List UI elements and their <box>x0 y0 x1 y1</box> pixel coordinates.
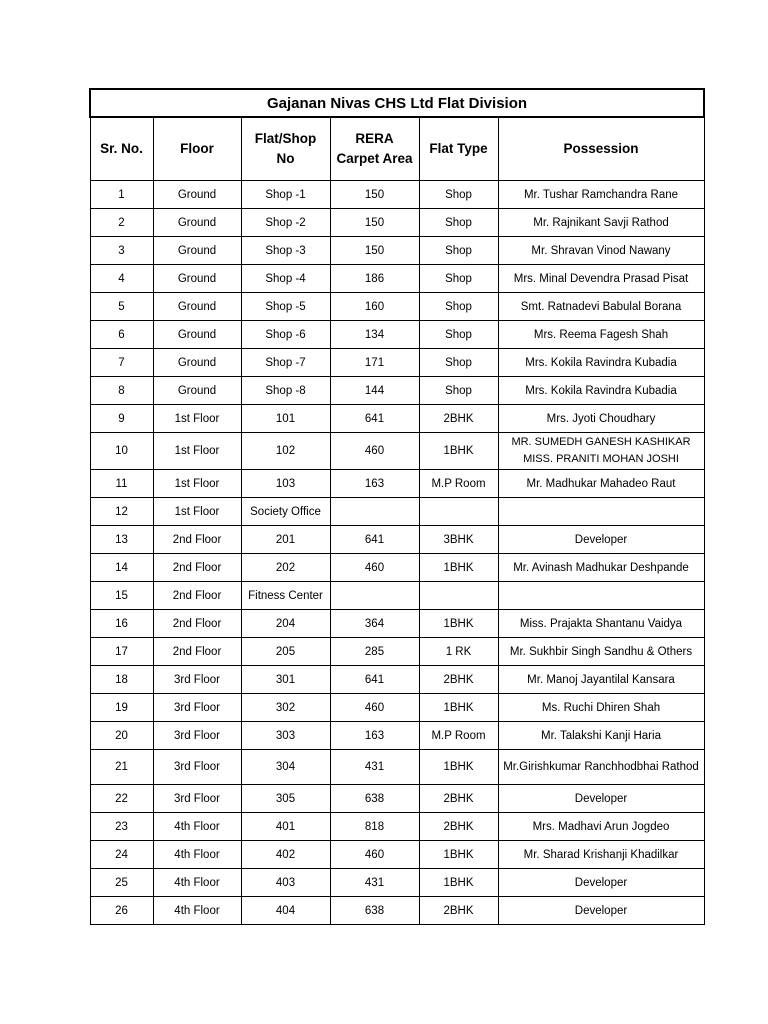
cell-rera-carpet-area: 641 <box>330 405 419 433</box>
cell-flat-shop-no: 205 <box>241 638 330 666</box>
cell-floor: Ground <box>153 209 241 237</box>
table-body <box>90 181 704 925</box>
cell-floor: 3rd Floor <box>153 785 241 813</box>
table-row <box>90 785 704 813</box>
cell-floor: Ground <box>153 265 241 293</box>
cell-possession: Mr. Rajnikant Savji Rathod <box>498 209 704 237</box>
cell-flat-type: 1BHK <box>419 750 498 785</box>
cell-rera-carpet-area: 144 <box>330 377 419 405</box>
cell-sr-no: 15 <box>90 582 153 610</box>
cell-flat-shop-no: 202 <box>241 554 330 582</box>
cell-possession: Mrs. Reema Fagesh Shah <box>498 321 704 349</box>
cell-sr-no: 16 <box>90 610 153 638</box>
table-row <box>90 181 704 209</box>
cell-flat-type: 2BHK <box>419 785 498 813</box>
cell-rera-carpet-area: 641 <box>330 666 419 694</box>
cell-flat-shop-no: 401 <box>241 813 330 841</box>
table-row <box>90 349 704 377</box>
table-row <box>90 813 704 841</box>
table-title: Gajanan Nivas CHS Ltd Flat Division <box>90 89 704 117</box>
cell-rera-carpet-area: 150 <box>330 209 419 237</box>
cell-floor: 2nd Floor <box>153 582 241 610</box>
cell-flat-shop-no: 403 <box>241 869 330 897</box>
cell-rera-carpet-area: 160 <box>330 293 419 321</box>
cell-rera-carpet-area <box>330 582 419 610</box>
cell-rera-carpet-area: 134 <box>330 321 419 349</box>
table-row <box>90 750 704 785</box>
cell-possession: Miss. Prajakta Shantanu Vaidya <box>498 610 704 638</box>
cell-possession: Developer <box>498 897 704 925</box>
cell-flat-shop-no: Shop -8 <box>241 377 330 405</box>
header-floor: Floor <box>153 117 241 181</box>
cell-rera-carpet-area: 163 <box>330 470 419 498</box>
cell-flat-type: 1BHK <box>419 841 498 869</box>
cell-rera-carpet-area <box>330 498 419 526</box>
cell-floor: Ground <box>153 377 241 405</box>
cell-floor: 4th Floor <box>153 841 241 869</box>
cell-flat-shop-no: Shop -3 <box>241 237 330 265</box>
cell-flat-shop-no: 303 <box>241 722 330 750</box>
cell-sr-no: 22 <box>90 785 153 813</box>
cell-sr-no: 21 <box>90 750 153 785</box>
cell-sr-no: 26 <box>90 897 153 925</box>
cell-sr-no: 11 <box>90 470 153 498</box>
cell-floor: 4th Floor <box>153 813 241 841</box>
cell-possession: Developer <box>498 869 704 897</box>
cell-floor: 1st Floor <box>153 498 241 526</box>
cell-sr-no: 1 <box>90 181 153 209</box>
cell-rera-carpet-area: 460 <box>330 554 419 582</box>
cell-flat-type: 3BHK <box>419 526 498 554</box>
table-row <box>90 209 704 237</box>
cell-flat-shop-no: Society Office <box>241 498 330 526</box>
cell-sr-no: 14 <box>90 554 153 582</box>
cell-possession: Smt. Ratnadevi Babulal Borana <box>498 293 704 321</box>
table-row <box>90 526 704 554</box>
cell-flat-type: M.P Room <box>419 470 498 498</box>
table-row <box>90 293 704 321</box>
table-row <box>90 433 704 470</box>
flat-division-sheet <box>89 88 703 925</box>
cell-rera-carpet-area: 150 <box>330 181 419 209</box>
cell-flat-shop-no: 103 <box>241 470 330 498</box>
cell-rera-carpet-area: 150 <box>330 237 419 265</box>
cell-flat-shop-no: 404 <box>241 897 330 925</box>
cell-floor: Ground <box>153 293 241 321</box>
cell-sr-no: 5 <box>90 293 153 321</box>
cell-flat-type: Shop <box>419 321 498 349</box>
cell-floor: 2nd Floor <box>153 526 241 554</box>
cell-rera-carpet-area: 641 <box>330 526 419 554</box>
cell-flat-type: 1BHK <box>419 610 498 638</box>
cell-sr-no: 24 <box>90 841 153 869</box>
cell-flat-shop-no: Shop -6 <box>241 321 330 349</box>
cell-sr-no: 25 <box>90 869 153 897</box>
cell-floor: 1st Floor <box>153 405 241 433</box>
cell-flat-type: 1 RK <box>419 638 498 666</box>
cell-possession: Mr. Sharad Krishanji Khadilkar <box>498 841 704 869</box>
cell-rera-carpet-area: 431 <box>330 750 419 785</box>
cell-floor: 1st Floor <box>153 470 241 498</box>
cell-sr-no: 18 <box>90 666 153 694</box>
header-possession: Possession <box>498 117 704 181</box>
cell-rera-carpet-area: 171 <box>330 349 419 377</box>
header-rera-line1: RERA <box>355 131 394 146</box>
cell-possession: Mrs. Jyoti Choudhary <box>498 405 704 433</box>
cell-flat-type: 2BHK <box>419 813 498 841</box>
cell-rera-carpet-area: 460 <box>330 433 419 470</box>
header-flat-type: Flat Type <box>419 117 498 181</box>
table-row <box>90 321 704 349</box>
header-rera-line2: Carpet Area <box>336 151 413 166</box>
cell-floor: Ground <box>153 237 241 265</box>
cell-flat-shop-no: 301 <box>241 666 330 694</box>
cell-rera-carpet-area: 460 <box>330 694 419 722</box>
table-row <box>90 638 704 666</box>
cell-flat-shop-no: 101 <box>241 405 330 433</box>
cell-flat-shop-no: Shop -1 <box>241 181 330 209</box>
cell-flat-type: 1BHK <box>419 433 498 470</box>
possession-line-1: MR. SUMEDH GANESH KASHIKAR <box>511 436 691 448</box>
cell-floor: 3rd Floor <box>153 750 241 785</box>
table-row <box>90 377 704 405</box>
header-sr-no: Sr. No. <box>90 117 153 181</box>
cell-possession: Developer <box>498 526 704 554</box>
cell-possession: Mrs. Madhavi Arun Jogdeo <box>498 813 704 841</box>
cell-flat-shop-no: 201 <box>241 526 330 554</box>
cell-possession: Mr. Sukhbir Singh Sandhu & Others <box>498 638 704 666</box>
header-flat-shop-no <box>241 117 330 181</box>
table-row <box>90 694 704 722</box>
cell-floor: 4th Floor <box>153 869 241 897</box>
cell-sr-no: 3 <box>90 237 153 265</box>
cell-possession: Mr. Avinash Madhukar Deshpande <box>498 554 704 582</box>
cell-sr-no: 19 <box>90 694 153 722</box>
table-row <box>90 237 704 265</box>
cell-possession: Developer <box>498 785 704 813</box>
cell-flat-type: Shop <box>419 265 498 293</box>
header-flat-shop-no-line1: Flat/Shop <box>254 131 317 146</box>
cell-flat-shop-no: 302 <box>241 694 330 722</box>
table-row <box>90 265 704 293</box>
cell-rera-carpet-area: 818 <box>330 813 419 841</box>
cell-floor: 3rd Floor <box>153 722 241 750</box>
table-row <box>90 498 704 526</box>
cell-flat-shop-no: 305 <box>241 785 330 813</box>
cell-floor: 2nd Floor <box>153 554 241 582</box>
table-row <box>90 610 704 638</box>
cell-possession: Mr. Manoj Jayantilal Kansara <box>498 666 704 694</box>
cell-sr-no: 7 <box>90 349 153 377</box>
cell-rera-carpet-area: 186 <box>330 265 419 293</box>
cell-flat-type: 2BHK <box>419 666 498 694</box>
cell-floor: 3rd Floor <box>153 694 241 722</box>
table-row <box>90 470 704 498</box>
cell-flat-type: 1BHK <box>419 694 498 722</box>
table-row <box>90 405 704 433</box>
cell-rera-carpet-area: 285 <box>330 638 419 666</box>
cell-floor: 1st Floor <box>153 433 241 470</box>
cell-floor: Ground <box>153 349 241 377</box>
cell-flat-shop-no: Shop -4 <box>241 265 330 293</box>
cell-flat-shop-no: Fitness Center <box>241 582 330 610</box>
cell-sr-no: 20 <box>90 722 153 750</box>
cell-possession: Mr. Talakshi Kanji Haria <box>498 722 704 750</box>
cell-possession <box>498 582 704 610</box>
table-row <box>90 582 704 610</box>
cell-possession: Mr.Girishkumar Ranchhodbhai Rathod <box>498 750 704 785</box>
cell-flat-type: M.P Room <box>419 722 498 750</box>
cell-possession: Ms. Ruchi Dhiren Shah <box>498 694 704 722</box>
cell-sr-no: 2 <box>90 209 153 237</box>
cell-flat-shop-no: Shop -2 <box>241 209 330 237</box>
cell-sr-no: 9 <box>90 405 153 433</box>
cell-floor: 2nd Floor <box>153 638 241 666</box>
table-row <box>90 841 704 869</box>
cell-floor: Ground <box>153 321 241 349</box>
cell-floor: 4th Floor <box>153 897 241 925</box>
flat-division-table <box>89 88 705 925</box>
cell-flat-type: 2BHK <box>419 405 498 433</box>
cell-possession: Mr. Tushar Ramchandra Rane <box>498 181 704 209</box>
table-row <box>90 869 704 897</box>
cell-flat-type: 2BHK <box>419 897 498 925</box>
header-flat-shop-no-line2: No <box>276 151 295 166</box>
cell-flat-type: Shop <box>419 181 498 209</box>
cell-rera-carpet-area: 431 <box>330 869 419 897</box>
cell-flat-shop-no: 102 <box>241 433 330 470</box>
cell-flat-type: Shop <box>419 237 498 265</box>
cell-rera-carpet-area: 163 <box>330 722 419 750</box>
cell-possession <box>498 498 704 526</box>
cell-sr-no: 12 <box>90 498 153 526</box>
cell-possession: Mrs. Minal Devendra Prasad Pisat <box>498 265 704 293</box>
cell-floor: 3rd Floor <box>153 666 241 694</box>
cell-flat-shop-no: 402 <box>241 841 330 869</box>
cell-flat-type: Shop <box>419 349 498 377</box>
cell-sr-no: 10 <box>90 433 153 470</box>
cell-flat-type: Shop <box>419 377 498 405</box>
cell-rera-carpet-area: 638 <box>330 785 419 813</box>
table-row <box>90 897 704 925</box>
cell-sr-no: 17 <box>90 638 153 666</box>
cell-sr-no: 13 <box>90 526 153 554</box>
cell-sr-no: 23 <box>90 813 153 841</box>
cell-floor: Ground <box>153 181 241 209</box>
cell-sr-no: 6 <box>90 321 153 349</box>
table-row <box>90 666 704 694</box>
header-rera-carpet-area <box>330 117 419 181</box>
cell-flat-shop-no: Shop -5 <box>241 293 330 321</box>
cell-flat-type: 1BHK <box>419 869 498 897</box>
table-row <box>90 554 704 582</box>
cell-flat-type: Shop <box>419 209 498 237</box>
cell-floor: 2nd Floor <box>153 610 241 638</box>
cell-possession: Mr. Shravan Vinod Nawany <box>498 237 704 265</box>
cell-possession: Mrs. Kokila Ravindra Kubadia <box>498 377 704 405</box>
cell-possession <box>498 433 704 470</box>
cell-flat-type <box>419 498 498 526</box>
title-row <box>90 89 704 117</box>
cell-flat-shop-no: 304 <box>241 750 330 785</box>
cell-flat-shop-no: 204 <box>241 610 330 638</box>
cell-flat-shop-no: Shop -7 <box>241 349 330 377</box>
cell-rera-carpet-area: 364 <box>330 610 419 638</box>
table-row <box>90 722 704 750</box>
possession-line-2: MISS. PRANITI MOHAN JOSHI <box>523 453 679 465</box>
cell-sr-no: 4 <box>90 265 153 293</box>
cell-sr-no: 8 <box>90 377 153 405</box>
cell-possession: Mr. Madhukar Mahadeo Raut <box>498 470 704 498</box>
header-row <box>90 117 704 181</box>
cell-flat-type: Shop <box>419 293 498 321</box>
cell-rera-carpet-area: 638 <box>330 897 419 925</box>
cell-rera-carpet-area: 460 <box>330 841 419 869</box>
cell-flat-type <box>419 582 498 610</box>
cell-flat-type: 1BHK <box>419 554 498 582</box>
cell-possession: Mrs. Kokila Ravindra Kubadia <box>498 349 704 377</box>
